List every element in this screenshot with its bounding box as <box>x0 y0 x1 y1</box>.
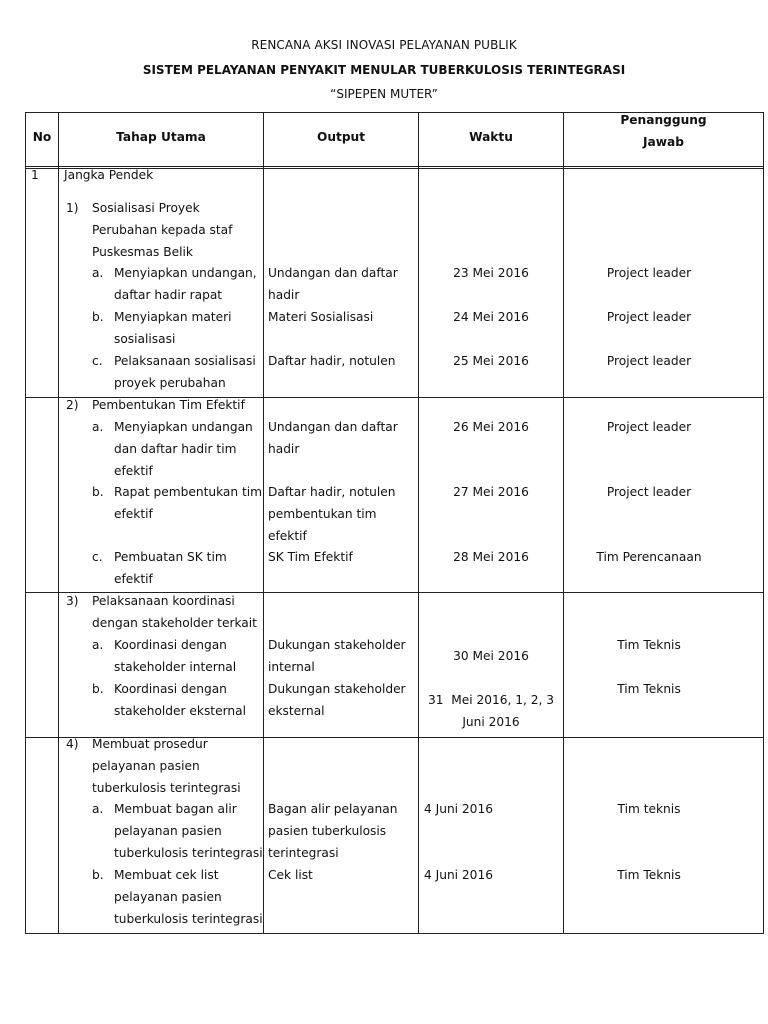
item-text: Menyiapkan undangan dan daftar hadir tim efektif <box>114 420 253 478</box>
group-number: 3) <box>66 594 79 608</box>
item-text: Pelaksanaan sosialisasi proyek perubahan <box>114 354 256 390</box>
group-number: 4) <box>66 737 79 751</box>
item-text: Rapat pembentukan tim efektif <box>114 485 263 521</box>
item-letter: a. <box>92 266 104 280</box>
item-output: Daftar hadir, notulen <box>268 354 396 368</box>
header-waktu: Waktu <box>469 130 513 144</box>
document-title: RENCANA AKSI INOVASI PELAYANAN PUBLIK <box>251 38 517 52</box>
item-pj: Project leader <box>606 310 692 324</box>
item-pj: Tim Teknis <box>617 638 681 652</box>
item-letter: a. <box>92 638 104 652</box>
group-title: Sosialisasi Proyek Perubahan kepada staf Puskesmas Belik <box>92 201 233 259</box>
group-number: 1) <box>66 201 79 215</box>
item-pj: Project leader <box>606 266 692 280</box>
item-output: Dukungan stakeholder internal <box>268 638 406 674</box>
item-text: Membuat bagan alir pelayanan pasien tuberkulosis terintegrasi <box>114 802 263 860</box>
item-waktu: 25 Mei 2016 <box>453 354 529 368</box>
item-waktu: 30 Mei 2016 <box>453 649 529 663</box>
item-text: Koordinasi dengan stakeholder internal <box>114 638 237 674</box>
item-text: Menyiapkan materi sosialisasi <box>114 310 232 346</box>
group-title: Membuat prosedur pelayanan pasien tuberkulosis terintegrasi <box>92 737 241 795</box>
innovation-name: “SIPEPEN MUTER” <box>330 87 438 101</box>
item-pj: Tim teknis <box>617 802 681 816</box>
item-letter: c. <box>92 354 103 368</box>
item-waktu: 26 Mei 2016 <box>453 420 529 434</box>
item-pj: Project leader <box>606 420 692 434</box>
item-text: Koordinasi dengan stakeholder eksternal <box>114 682 246 718</box>
document-subtitle: SISTEM PELAYANAN PENYAKIT MENULAR TUBERKULOSIS TERINTEGRASI <box>142 63 626 77</box>
item-pj: Project leader <box>606 485 692 499</box>
header-output: Output <box>316 130 366 144</box>
item-output: Cek list <box>268 868 313 882</box>
header-tahap-utama: Tahap Utama <box>116 130 206 144</box>
item-letter: b. <box>92 310 104 324</box>
item-text: Menyiapkan undangan, daftar hadir rapat <box>114 266 257 302</box>
item-output: Daftar hadir, notulen pembentukan tim efektif <box>268 485 396 543</box>
item-pj: Project leader <box>606 354 692 368</box>
item-pj: Tim Teknis <box>617 868 681 882</box>
item-waktu: 4 Juni 2016 <box>424 868 493 882</box>
header-no: No <box>32 130 52 144</box>
item-letter: b. <box>92 868 104 882</box>
item-output: Materi Sosialisasi <box>268 310 374 324</box>
item-letter: a. <box>92 420 104 434</box>
item-output: SK Tim Efektif <box>268 550 353 564</box>
item-output: Bagan alir pelayanan pasien tuberkulosis terintegrasi <box>268 802 398 860</box>
item-letter: a. <box>92 802 104 816</box>
group-number: 2) <box>66 398 79 412</box>
item-waktu: 24 Mei 2016 <box>453 310 529 324</box>
item-pj: Tim Teknis <box>617 682 681 696</box>
item-waktu: 28 Mei 2016 <box>453 550 529 564</box>
group-title: Pembentukan Tim Efektif <box>92 398 245 412</box>
item-letter: b. <box>92 485 104 499</box>
item-output: Dukungan stakeholder eksternal <box>268 682 406 718</box>
item-letter: c. <box>92 550 103 564</box>
item-text: Membuat cek list pelayanan pasien tuberkulosis terintegrasi <box>114 868 263 926</box>
item-waktu: 23 Mei 2016 <box>453 266 529 280</box>
header-penanggung-jawab: Penanggung Jawab <box>620 113 707 149</box>
item-waktu: 27 Mei 2016 <box>453 485 529 499</box>
item-text: Pembuatan SK tim efektif <box>114 550 227 586</box>
item-pj: Tim Perencanaan <box>596 550 702 564</box>
item-output: Undangan dan daftar hadir <box>268 420 398 456</box>
item-waktu: 4 Juni 2016 <box>424 802 493 816</box>
row-number: 1 <box>31 168 39 182</box>
jangka-pendek-label: Jangka Pendek <box>64 168 154 182</box>
item-output: Undangan dan daftar hadir <box>268 266 398 302</box>
item-letter: b. <box>92 682 104 696</box>
group-title: Pelaksanaan koordinasi dengan stakeholder terkait <box>92 594 257 630</box>
item-waktu: 31 Mei 2016, 1, 2, 3 Juni 2016 <box>427 693 555 729</box>
